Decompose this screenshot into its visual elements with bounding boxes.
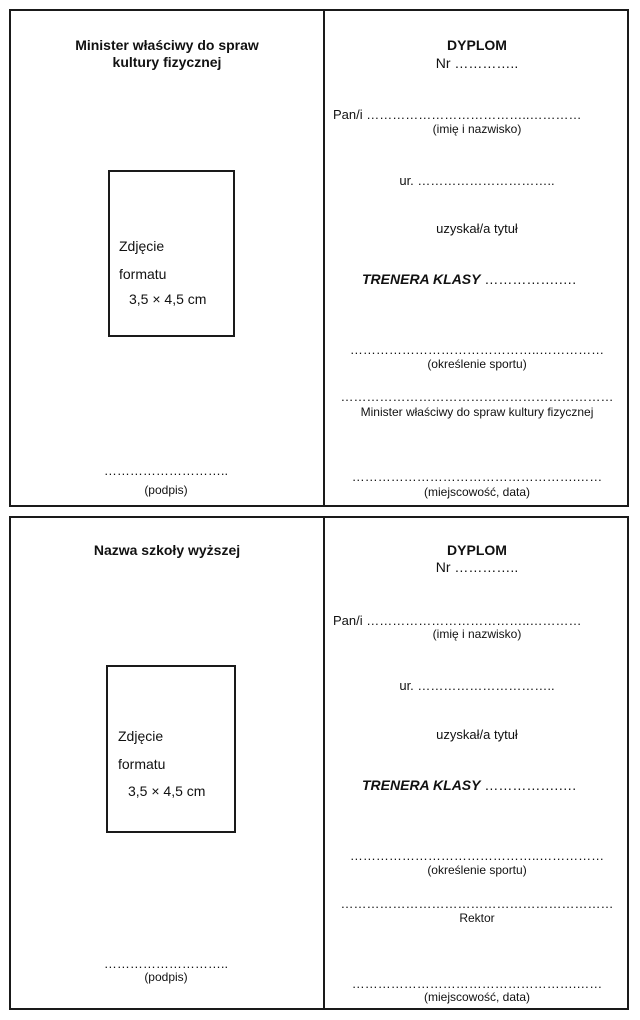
panel-divider: [323, 11, 325, 505]
photo-placeholder: [106, 665, 236, 833]
birth-field: ur. …………………………..: [399, 173, 555, 188]
obtained-title-text: uzyskał/a tytuł: [436, 727, 518, 742]
trainer-class-line: [362, 777, 576, 793]
name-field: Pan/i ………………………………..…………: [333, 613, 582, 628]
photo-label-line-3: 3,5 × 4,5 cm: [128, 783, 206, 799]
diploma-number: Nr …………..: [435, 559, 519, 575]
photo-placeholder: [108, 170, 235, 337]
diploma-form-1: [9, 9, 629, 507]
photo-label-line-1: Zdjęcie: [119, 238, 165, 254]
trainer-class-label: TRENERA KLASY: [362, 271, 481, 287]
signature-caption: (podpis): [144, 970, 188, 984]
photo-label-line-2: formatu: [118, 756, 166, 772]
authority-dots: ………………………………………………………: [340, 896, 614, 911]
sport-caption: (określenie sportu): [427, 357, 527, 371]
issuer-heading: Nazwa szkoły wyższej: [93, 542, 241, 558]
birth-field: ur. …………………………..: [399, 678, 555, 693]
trainer-class-dots: …………….….: [480, 271, 577, 287]
photo-label-line-3: 3,5 × 4,5 cm: [129, 291, 207, 307]
obtained-title-text: uzyskał/a tytuł: [436, 221, 518, 236]
diploma-number: Nr …………..: [435, 55, 519, 71]
issuer-line-2: kultury fizycznej: [112, 54, 222, 70]
diploma-title: DYPLOM: [447, 542, 507, 558]
photo-label-line-1: Zdjęcie: [118, 728, 164, 744]
name-field: Pan/i ………………………………..…………: [333, 107, 582, 122]
diploma-form-2: [9, 516, 629, 1010]
trainer-class-dots: …………….….: [480, 777, 577, 793]
photo-label-line-2: formatu: [119, 266, 167, 282]
issuer-line-1: Minister właściwy do spraw: [75, 37, 259, 53]
place-date-dots: …………………………………………….……: [351, 976, 603, 991]
signature-caption: (podpis): [144, 483, 188, 497]
trainer-class-line: [362, 271, 576, 287]
authority-caption: Minister właściwy do spraw kultury fizycznej: [360, 405, 594, 419]
place-date-caption: (miejscowość, data): [423, 990, 531, 1004]
sport-dots: ……………………………………..……………: [349, 342, 605, 357]
issuer-heading: [11, 37, 323, 71]
signature-dots: ………………………..: [103, 463, 229, 478]
sport-dots: ……………………………………..……………: [349, 848, 605, 863]
authority-dots: ………………………………………………………: [340, 389, 614, 404]
place-date-dots: …………………………………………….……: [351, 469, 603, 484]
signature-dots: ………………………..: [103, 956, 229, 971]
trainer-class-label: TRENERA KLASY: [362, 777, 481, 793]
panel-divider: [323, 518, 325, 1008]
authority-caption: Rektor: [459, 911, 495, 925]
diploma-title: DYPLOM: [447, 37, 507, 53]
name-caption: (imię i nazwisko): [432, 627, 522, 641]
place-date-caption: (miejscowość, data): [423, 485, 531, 499]
sport-caption: (określenie sportu): [427, 863, 527, 877]
name-caption: (imię i nazwisko): [432, 122, 522, 136]
